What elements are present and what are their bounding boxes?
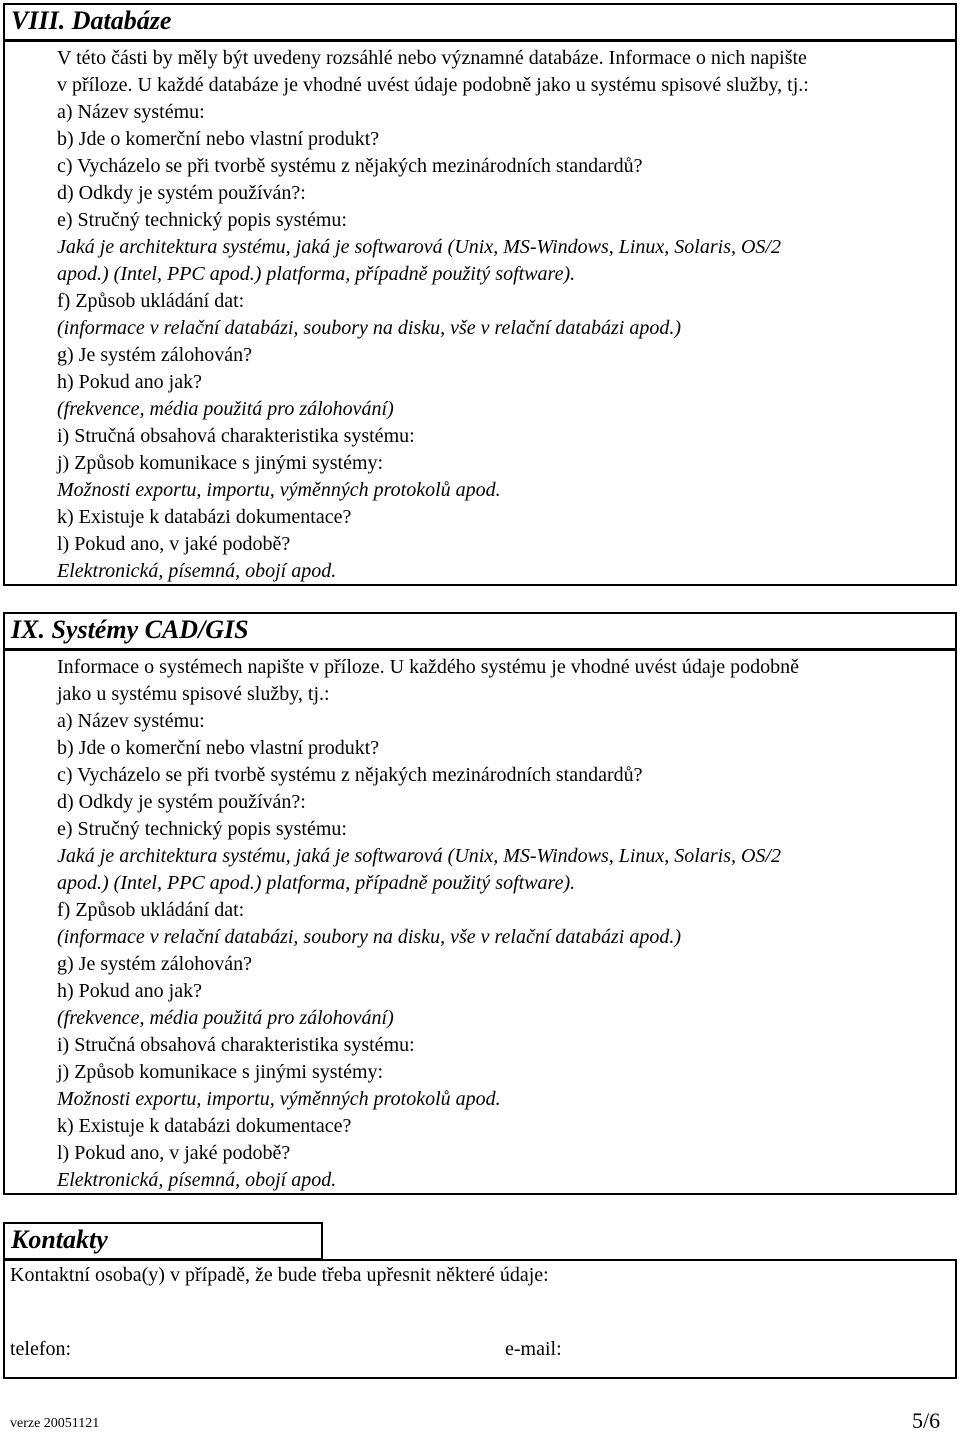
section-ix-title: IX. Systémy CAD/GIS xyxy=(3,612,957,650)
version-label: verze 20051121 xyxy=(10,1416,100,1431)
page-number: 5/6 xyxy=(912,1408,941,1433)
content-line: j) Způsob komunikace s jinými systémy: xyxy=(57,1061,384,1083)
content-line: Informace o systémech napište v příloze. U každého systému je vhodné uvést údaje podobně xyxy=(57,656,800,678)
content-line: c) Vycházelo se při tvorbě systému z nějakých mezinárodních standardů? xyxy=(57,764,643,786)
content-line: e) Stručný technický popis systému: xyxy=(57,209,347,231)
section-viii-content xyxy=(57,45,809,585)
content-line: h) Pokud ano jak? xyxy=(57,371,202,393)
content-line: (informace v relační databázi, soubory na disku, vše v relační databázi apod.) xyxy=(57,926,681,948)
content-line: (informace v relační databázi, soubory na disku, vše v relační databázi apod.) xyxy=(57,317,681,339)
content-line: b) Jde o komerční nebo vlastní produkt? xyxy=(57,128,380,150)
content-line: l) Pokud ano, v jaké podobě? xyxy=(57,1142,291,1164)
content-line: i) Stručná obsahová charakteristika systému: xyxy=(57,1034,415,1056)
content-line: g) Je systém zálohován? xyxy=(57,953,252,975)
content-line: i) Stručná obsahová charakteristika systému: xyxy=(57,425,415,447)
content-line: f) Způsob ukládání dat: xyxy=(57,899,245,921)
content-line: g) Je systém zálohován? xyxy=(57,344,252,366)
content-line: jako u systému spisové služby, tj.: xyxy=(57,683,330,705)
content-line: Jaká je architektura systému, jaká je softwarová (Unix, MS-Windows, Linux, Solaris, OS/2 xyxy=(57,236,781,258)
content-line: apod.) (Intel, PPC apod.) platforma, případně použitý software). xyxy=(57,872,576,894)
content-line: Elektronická, písemná, obojí apod. xyxy=(57,1169,337,1191)
content-line: apod.) (Intel, PPC apod.) platforma, případně použitý software). xyxy=(57,263,576,285)
content-line: Jaká je architektura systému, jaká je softwarová (Unix, MS-Windows, Linux, Solaris, OS/2 xyxy=(57,845,781,867)
content-line: b) Jde o komerční nebo vlastní produkt? xyxy=(57,737,380,759)
content-line: k) Existuje k databázi dokumentace? xyxy=(57,506,352,528)
content-line: h) Pokud ano jak? xyxy=(57,980,202,1002)
content-line: (frekvence, média použitá pro zálohování) xyxy=(57,398,394,420)
phone-label: telefon: xyxy=(10,1338,72,1360)
content-line: (frekvence, média použitá pro zálohování) xyxy=(57,1007,394,1029)
content-line: Možnosti exportu, importu, výměnných protokolů apod. xyxy=(57,479,501,501)
content-line: Elektronická, písemná, obojí apod. xyxy=(57,560,337,582)
content-line: c) Vycházelo se při tvorbě systému z nějakých mezinárodních standardů? xyxy=(57,155,643,177)
content-line: k) Existuje k databázi dokumentace? xyxy=(57,1115,352,1137)
content-line: d) Odkdy je systém používán?: xyxy=(57,182,306,204)
content-line: a) Název systému: xyxy=(57,710,205,732)
content-line: e) Stručný technický popis systému: xyxy=(57,818,347,840)
section-viii-title: VIII. Databáze xyxy=(3,3,957,41)
content-line: v příloze. U každé databáze je vhodné uvést údaje podobně jako u systému spisové služby, tj.: xyxy=(57,74,809,96)
content-line: j) Způsob komunikace s jinými systémy: xyxy=(57,452,384,474)
content-line: d) Odkdy je systém používán?: xyxy=(57,791,306,813)
content-line: f) Způsob ukládání dat: xyxy=(57,290,245,312)
email-label: e-mail: xyxy=(505,1338,562,1360)
contacts-title: Kontakty xyxy=(3,1222,323,1260)
content-line: l) Pokud ano, v jaké podobě? xyxy=(57,533,291,555)
content-line: Možnosti exportu, importu, výměnných protokolů apod. xyxy=(57,1088,501,1110)
content-line: a) Název systému: xyxy=(57,101,205,123)
content-line: V této části by měly být uvedeny rozsáhlé nebo významné databáze. Informace o nich napište xyxy=(57,47,807,69)
contact-person-label: Kontaktní osoba(y) v případě, že bude třeba upřesnit některé údaje: xyxy=(10,1264,549,1286)
section-ix-content xyxy=(57,654,799,1194)
